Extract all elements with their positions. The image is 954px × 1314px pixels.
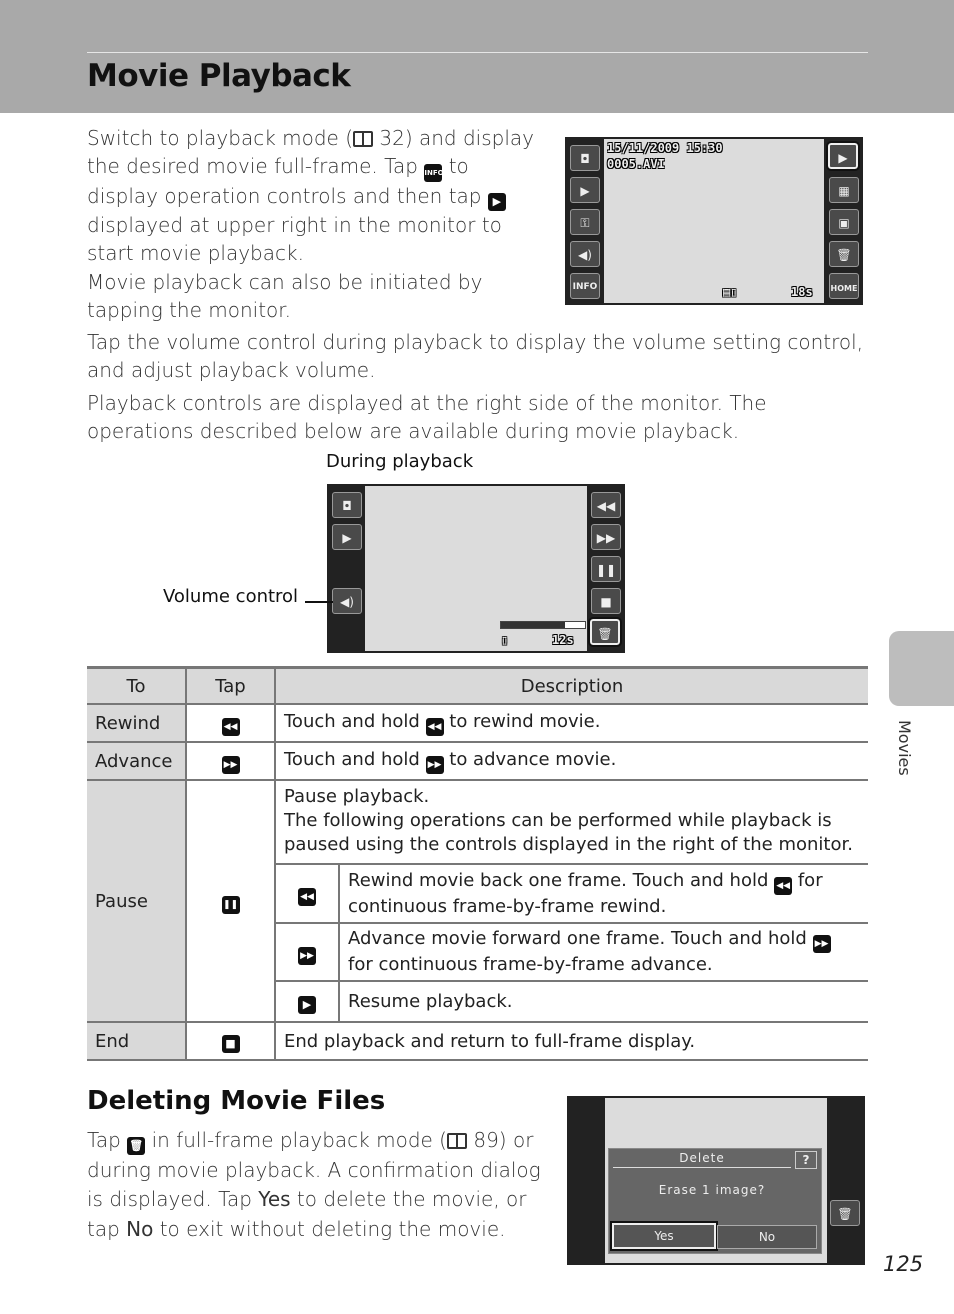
header-band	[0, 0, 954, 113]
filename-readout: 0005.AVI	[607, 157, 665, 171]
help-icon: ?	[795, 1151, 817, 1169]
camera-icon: ◘	[332, 492, 362, 518]
subrow-rewind	[276, 865, 868, 923]
operations-table	[87, 666, 868, 1061]
time-readout: 12s	[552, 633, 574, 647]
book-icon	[353, 131, 373, 147]
description-text: Touch and hold	[284, 710, 426, 732]
playback-icon: ▶	[332, 524, 362, 550]
trash-icon: 🗑	[590, 619, 620, 645]
movie-mode-icon: ▯	[501, 633, 509, 647]
volume-control-icon: ◀)	[332, 588, 362, 614]
advance-icon: ▶▶	[813, 935, 831, 953]
intro-text: to display operation controls and then tap	[87, 154, 488, 208]
speaker-icon: ◀)	[570, 241, 600, 267]
rewind-icon-cell	[186, 704, 275, 742]
description-text: The following operations can be performed while playback is paused using the controls displayed in the right of the monitor.	[284, 810, 853, 855]
header-tap: Tap	[186, 668, 275, 705]
subrow-icon-cell	[276, 865, 339, 923]
progress-bar	[500, 621, 586, 629]
subrow-resume	[276, 981, 868, 1021]
row-label: End	[87, 1022, 186, 1060]
no-term: No	[126, 1216, 154, 1241]
intro-text: 32) and display the desired movie full-frame. Tap	[87, 126, 534, 178]
stop-icon: ■	[591, 588, 621, 614]
playback-icon: ▶	[570, 177, 600, 203]
progress-fill	[501, 622, 565, 628]
pause-description-cell	[275, 780, 868, 1022]
table-header-row	[87, 668, 868, 705]
intro-paragraph-3: Tap the volume control during playback to display the volume setting control, and adjust playback volume.	[87, 330, 864, 382]
description-text: for continuous frame-by-frame advance.	[348, 954, 713, 975]
description-text: Touch and hold	[284, 748, 426, 770]
rewind-icon: ◀◀	[426, 718, 444, 736]
description-text: Pause playback.	[284, 786, 430, 807]
monitor-screen-delete	[567, 1096, 865, 1265]
info-icon: INFO	[424, 164, 442, 182]
page-title: Movie Playback	[87, 58, 351, 94]
advance-icon: ▶▶	[222, 756, 240, 774]
chapter-tab	[889, 631, 954, 706]
subrow-description	[339, 923, 868, 981]
pause-icon: ❚❚	[591, 556, 621, 582]
description-text: Advance movie forward one frame. Touch and hold	[348, 928, 813, 949]
intro-text: Switch to playback mode (	[87, 126, 354, 150]
row-description	[275, 742, 868, 780]
play-icon: ▶	[488, 193, 506, 211]
slideshow-icon: ▣	[829, 209, 859, 235]
delete-text: in full-frame playback mode (	[145, 1128, 447, 1152]
intro-text: displayed at upper right in the monitor to start movie playback.	[87, 213, 502, 265]
table-row-end	[87, 1022, 868, 1060]
description-text: to rewind movie.	[443, 710, 601, 732]
advance-icon: ▶▶	[426, 756, 444, 774]
rewind-icon: ◀◀	[222, 718, 240, 736]
duration-readout: 18s	[791, 285, 813, 299]
description-text: for continuous frame-by-frame rewind.	[348, 869, 823, 917]
rewind-icon: ◀◀	[298, 888, 316, 906]
book-icon	[447, 1133, 467, 1149]
volume-control-label: Volume control	[163, 586, 299, 607]
subrow-description: Resume playback.	[348, 991, 513, 1012]
pause-subtable	[276, 865, 868, 1021]
subrow-description	[339, 865, 868, 923]
delete-paragraph	[87, 1126, 562, 1244]
trash-icon: 🗑	[127, 1137, 145, 1155]
rewind-icon: ◀◀	[591, 492, 621, 518]
movie-mode-icon: ▤▯	[723, 285, 738, 299]
subrow-advance	[276, 923, 868, 981]
page-number: 125	[883, 1252, 924, 1276]
intro-paragraph-1	[87, 124, 542, 267]
yes-term: Yes	[258, 1187, 291, 1211]
table-row-rewind	[87, 704, 868, 742]
row-label: Pause	[87, 780, 186, 1022]
home-icon: HOME	[829, 273, 859, 299]
advance-icon: ▶▶	[298, 947, 316, 965]
key-icon: ⚿	[570, 209, 600, 235]
header-rule	[87, 52, 868, 53]
pause-icon-cell	[186, 780, 275, 1022]
description-text: Rewind movie back one frame. Touch and hold	[348, 869, 775, 891]
play-icon: ▶	[828, 143, 858, 169]
play-icon: ▶	[298, 996, 316, 1014]
row-description	[275, 704, 868, 742]
header-description: Description	[275, 668, 868, 705]
dialog-message: Erase 1 image?	[658, 1183, 766, 1197]
screen-caption: During playback	[326, 451, 474, 472]
stop-icon: ■	[222, 1035, 240, 1053]
datetime-readout: 15/11/2009 15:30	[607, 141, 723, 155]
pause-description	[276, 781, 868, 865]
table-row-advance	[87, 742, 868, 780]
callout-line	[305, 601, 333, 603]
trash-icon: 🗑	[829, 241, 859, 267]
intro-paragraph-4: Playback controls are displayed at the right side of the monitor. The operations described below are available during movie playback.	[87, 391, 767, 443]
delete-text: to exit without deleting the movie.	[153, 1216, 506, 1241]
header-to: To	[87, 668, 186, 705]
delete-dialog	[608, 1148, 822, 1254]
monitor-screen-playback	[327, 484, 625, 653]
rewind-icon: ◀◀	[774, 877, 792, 895]
camera-icon: ◘	[570, 145, 600, 171]
description-text: to advance movie.	[443, 748, 617, 770]
row-label: Rewind	[87, 704, 186, 742]
dialog-yes-button[interactable]: Yes	[612, 1223, 716, 1249]
row-description: End playback and return to full-frame display.	[275, 1022, 868, 1060]
grid-icon: ▦	[829, 177, 859, 203]
advance-icon-cell	[186, 742, 275, 780]
subrow-icon-cell	[276, 923, 339, 981]
trash-icon: 🗑	[830, 1200, 860, 1226]
delete-text: Tap	[87, 1128, 128, 1152]
intro-paragraph-2: Movie playback can also be initiated by tapping the monitor.	[87, 270, 483, 322]
monitor-screen-full-frame	[565, 137, 863, 305]
pause-icon: ❚❚	[222, 896, 240, 914]
delete-text: to delete the movie, or tap	[87, 1187, 527, 1241]
subrow-icon-cell	[276, 981, 339, 1021]
dialog-no-button[interactable]: No	[717, 1225, 817, 1249]
section-heading-delete: Deleting Movie Files	[87, 1086, 386, 1116]
stop-icon-cell	[186, 1022, 275, 1060]
dialog-title: Delete	[613, 1151, 791, 1168]
row-label: Advance	[87, 742, 186, 780]
table-row-pause	[87, 780, 868, 1022]
delete-text: 89) or during movie playback. A confirmation dialog is displayed. Tap	[87, 1128, 541, 1211]
info-icon: INFO	[570, 273, 600, 299]
chapter-label: Movies	[895, 720, 914, 776]
advance-icon: ▶▶	[591, 524, 621, 550]
